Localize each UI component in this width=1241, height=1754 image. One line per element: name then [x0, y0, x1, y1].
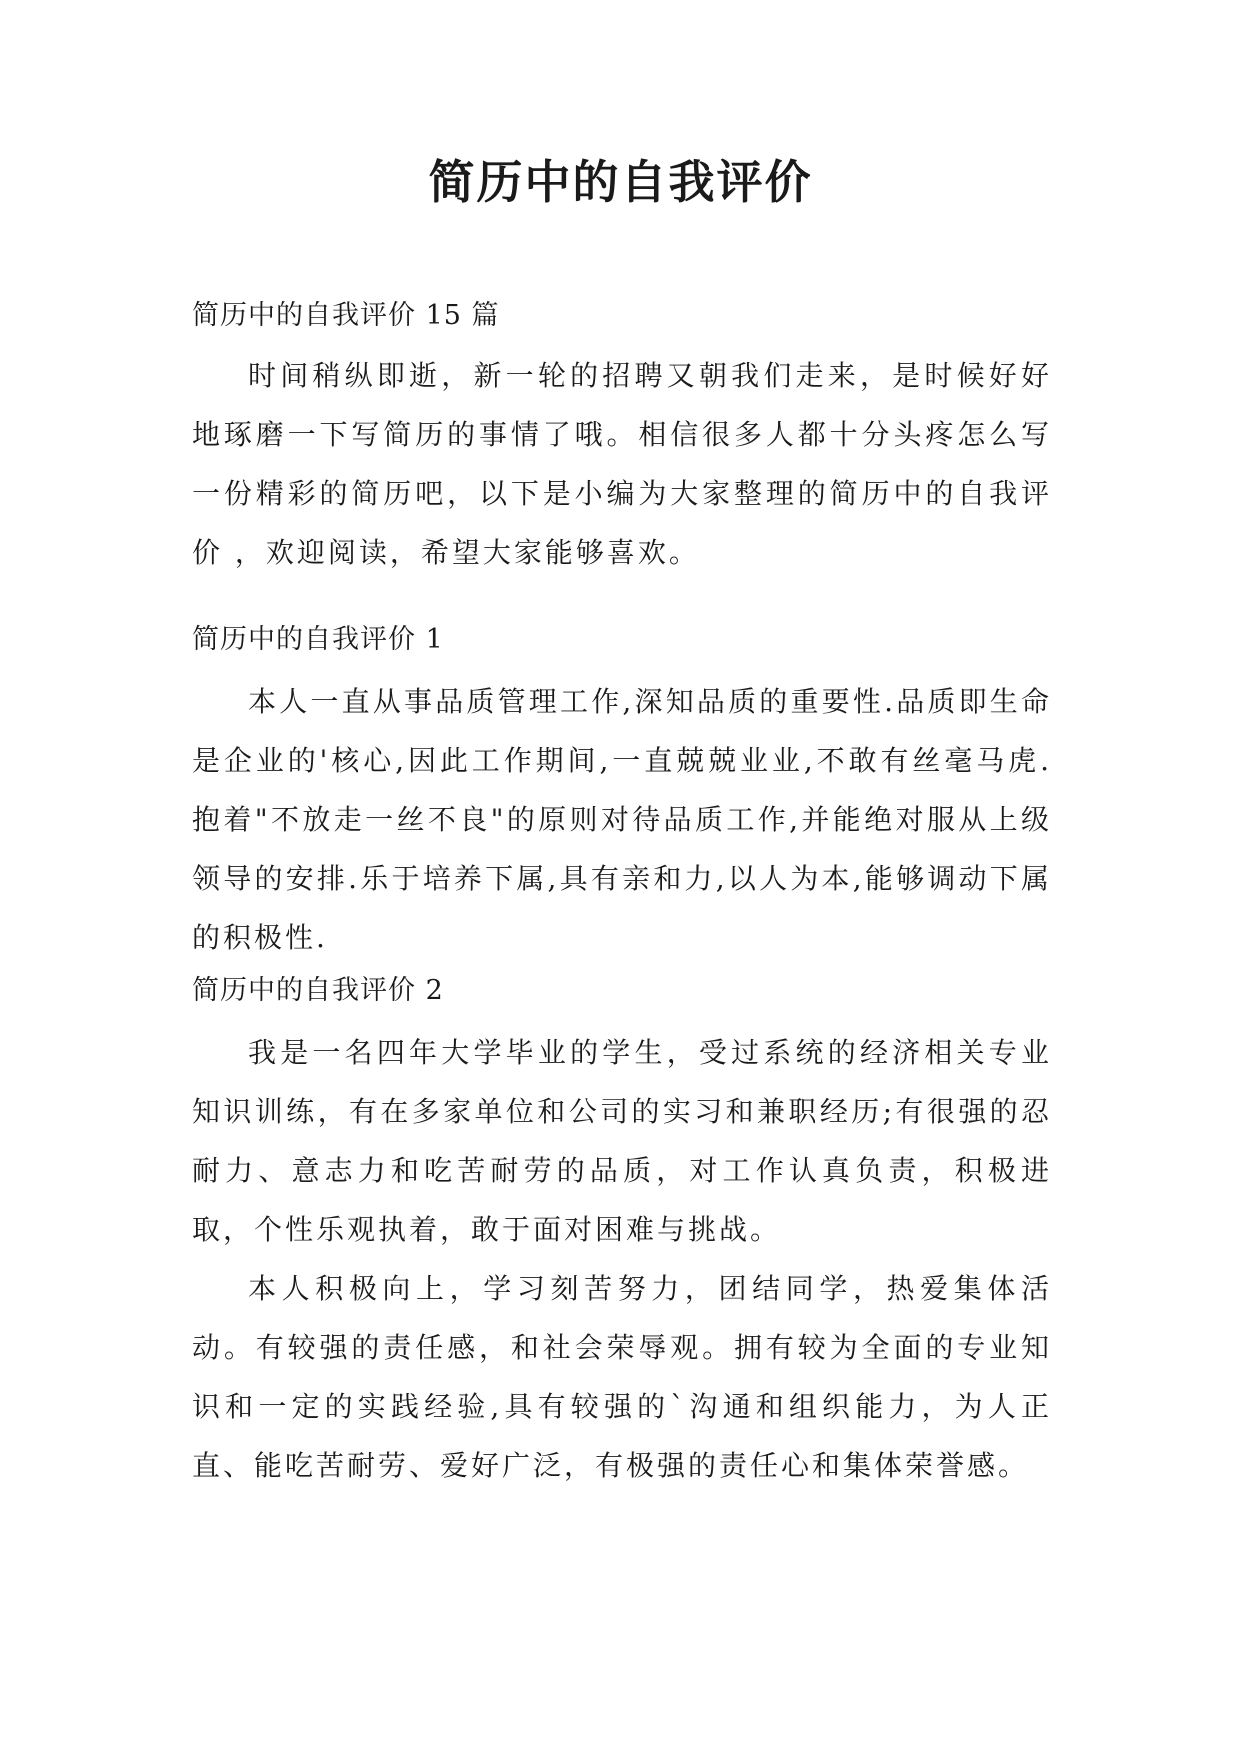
document-body: [192, 296, 1052, 1495]
intro-paragraph: 时间稍纵即逝，新一轮的招聘又朝我们走来，是时候好好地琢磨一下写简历的事情了哦。相信很多人都十分头疼怎么写一份精彩的简历吧，以下是小编为大家整理的简历中的自我评价 ，欢迎阅读，希望大家能够喜欢。: [192, 359, 1052, 569]
section-2-paragraph-1: 我是一名四年大学毕业的学生，受过系统的经济相关专业知识训练，有在多家单位和公司的实习和兼职经历;有很强的忍耐力、意志力和吃苦耐劳的品质，对工作认真负责，积极进取，个性乐观执着，敢于面对困难与挑战。: [192, 1036, 1052, 1246]
section-1-paragraph-1: 本人一直从事品质管理工作,深知品质的重要性.品质即生命是企业的'核心,因此工作期间,一直兢兢业业,不敢有丝毫马虎.抱着"不放走一丝不良"的原则对待品质工作,并能绝对服从上级领导的安排.乐于培养下属,具有亲和力,以人为本,能够调动下属的积极性.: [192, 685, 1052, 954]
document-title: 简历中的自我评价: [428, 155, 813, 209]
document-subtitle: 简历中的自我评价 15 篇: [192, 300, 500, 331]
section-heading-1: 简历中的自我评价 1: [192, 624, 444, 655]
section-2-paragraph-2: 本人积极向上，学习刻苦努力，团结同学，热爱集体活动。有较强的责任感，和社会荣辱观。拥有较为全面的专业知识和一定的实践经验,具有较强的`沟通和组织能力，为人正直、能吃苦耐劳、爱好广泛，有极强的责任心和集体荣誉感。: [192, 1272, 1052, 1482]
section-heading-2: 简历中的自我评价 2: [192, 975, 444, 1006]
